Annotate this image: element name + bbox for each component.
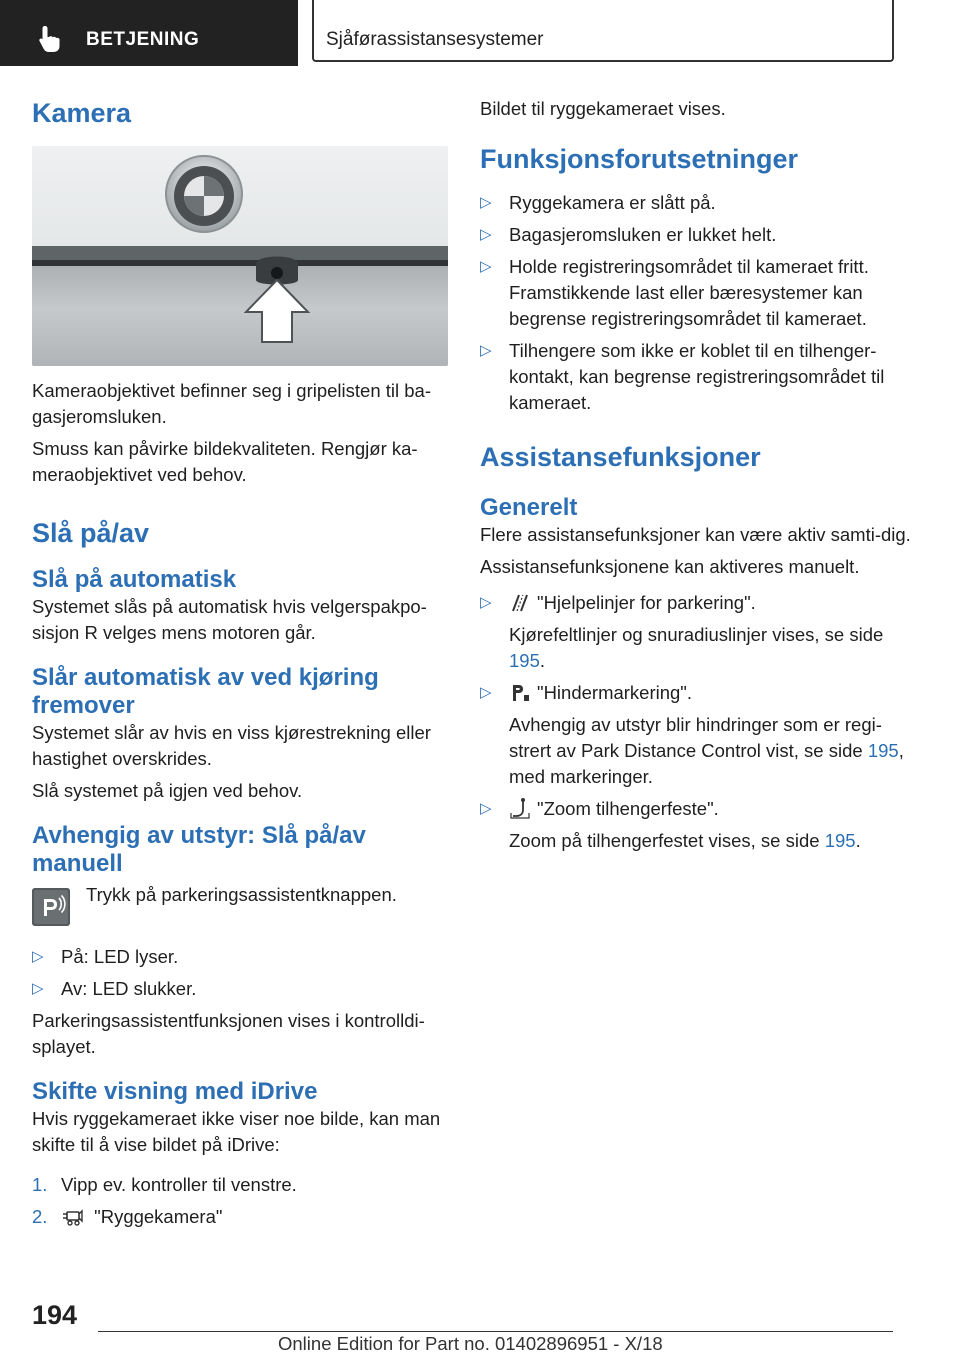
page-number: 194 <box>32 1300 78 1330</box>
triangle-bullet-icon: ▷ <box>480 800 492 817</box>
page-header <box>0 0 960 66</box>
list-item: 1. Vipp ev. kontroller til venstre. <box>32 1174 297 1195</box>
led-list <box>32 944 450 1002</box>
list-item: ▷ "Hindermarkering". Avhengig av utstyr blir hindringer som er regi-strert av Park Distance Control vist, se side 195, med markeringer. <box>480 682 904 787</box>
auto-off-restart-text: Slå systemet på igjen ved behov. <box>32 780 303 801</box>
list-item: ▷ Av: LED slukker. <box>32 976 450 1002</box>
triangle-bullet-icon: ▷ <box>32 980 44 997</box>
heading-assist-functions: Assistansefunksjoner <box>480 442 761 472</box>
triangle-bullet-icon: ▷ <box>480 594 492 611</box>
list-item: ▷ Bagasjeromsluken er lukket helt. <box>480 222 920 248</box>
idrive-text: Hvis ryggekameraet ikke viser noe bilde, kan man skifte til å vise bildet på iDrive: <box>32 1108 441 1155</box>
general-manual-text: Assistansefunksjonene kan aktiveres manuelt. <box>480 556 860 577</box>
page-link[interactable]: 195 <box>867 740 899 761</box>
manual-text: Trykk på parkeringsassistentknappen. <box>86 884 397 905</box>
camera-photo <box>32 146 448 366</box>
page-link[interactable]: 195 <box>509 650 540 671</box>
general-text: Flere assistansefunksjoner kan være aktiv samti-dig. <box>480 524 911 545</box>
park-button-row <box>32 884 450 944</box>
section-title: BETJENING <box>86 29 200 50</box>
page-footer <box>0 1296 960 1362</box>
rear-camera-icon <box>61 1205 83 1227</box>
list-item: ▷ "Zoom tilhengerfeste". Zoom på tilhengerfestet vises, se side 195. <box>480 798 861 851</box>
left-column <box>32 96 450 1236</box>
pointing-hand-icon <box>36 24 66 54</box>
assist-functions-list <box>480 590 920 854</box>
list-item: ▷ "Hjelpelinjer for parkering". Kjørefeltlinjer og snuradiuslinjer vises, se side 195. <box>480 592 884 671</box>
camera-location-text: Kameraobjektivet befinner seg i gripelisten til ba-gasjeromsluken. <box>32 380 431 427</box>
section-tab <box>0 0 298 66</box>
camera-cleaning-text: Smuss kan påvirke bildekvaliteten. Rengjør ka-meraobjektivet ved behov. <box>32 438 418 485</box>
chapter-title: Sjåførassistansesystemer <box>326 29 544 50</box>
footer-divider <box>98 1331 893 1332</box>
triangle-bullet-icon: ▷ <box>480 226 492 243</box>
heading-auto-off: Slår automatisk av ved kjøring fremover <box>32 664 379 719</box>
trailer-hitch-icon <box>509 797 531 819</box>
list-item: 2. "Ryggekamera" <box>32 1206 223 1227</box>
edition-text: Online Edition for Part no. 01402896951 - X/18 <box>278 1333 663 1354</box>
page-link[interactable]: 195 <box>824 830 856 851</box>
list-item: ▷ Ryggekamera er slått på. <box>480 190 920 216</box>
list-item: ▷ Tilhengere som ikke er koblet til en tilhenger-kontakt, kan begrense registreringsområdet til kameraet. <box>480 340 885 413</box>
heading-manual: Avhengig av utstyr: Slå på/av manuell <box>32 822 366 877</box>
list-item: ▷ På: LED lyser. <box>32 944 450 970</box>
auto-on-text: Systemet slås på automatisk hvis velgerspakpo-sisjon R velges mens motoren går. <box>32 596 427 643</box>
triangle-bullet-icon: ▷ <box>32 948 44 965</box>
heading-camera: Kamera <box>32 98 132 128</box>
triangle-bullet-icon: ▷ <box>480 342 492 359</box>
obstacle-marking-icon <box>509 681 531 703</box>
requirements-list <box>480 190 920 416</box>
park-assist-button-icon <box>32 888 70 926</box>
heading-on-off: Slå på/av <box>32 518 150 548</box>
heading-idrive: Skifte visning med iDrive <box>32 1078 318 1105</box>
chapter-tab <box>312 0 894 62</box>
heading-requirements: Funksjonsforutsetninger <box>480 144 799 174</box>
heading-auto-on: Slå på automatisk <box>32 566 237 593</box>
heading-general: Generelt <box>480 494 578 521</box>
parking-lines-icon <box>509 591 531 613</box>
list-item: ▷ Holde registreringsområdet til kameraet fritt. Framstikkende last eller bæresystemer kan begrense registreringsområdet til kameraet. <box>480 256 869 329</box>
auto-off-text: Systemet slår av hvis en viss kjørestrekning eller hastighet overskrides. <box>32 722 431 769</box>
idrive-steps <box>32 1172 450 1230</box>
camera-image-text: Bildet til ryggekameraet vises. <box>480 98 726 119</box>
triangle-bullet-icon: ▷ <box>480 258 492 275</box>
triangle-bullet-icon: ▷ <box>480 684 492 701</box>
control-display-text: Parkeringsassistentfunksjonen vises i kontrolldi-splayet. <box>32 1010 425 1057</box>
right-column <box>480 96 920 860</box>
triangle-bullet-icon: ▷ <box>480 194 492 211</box>
